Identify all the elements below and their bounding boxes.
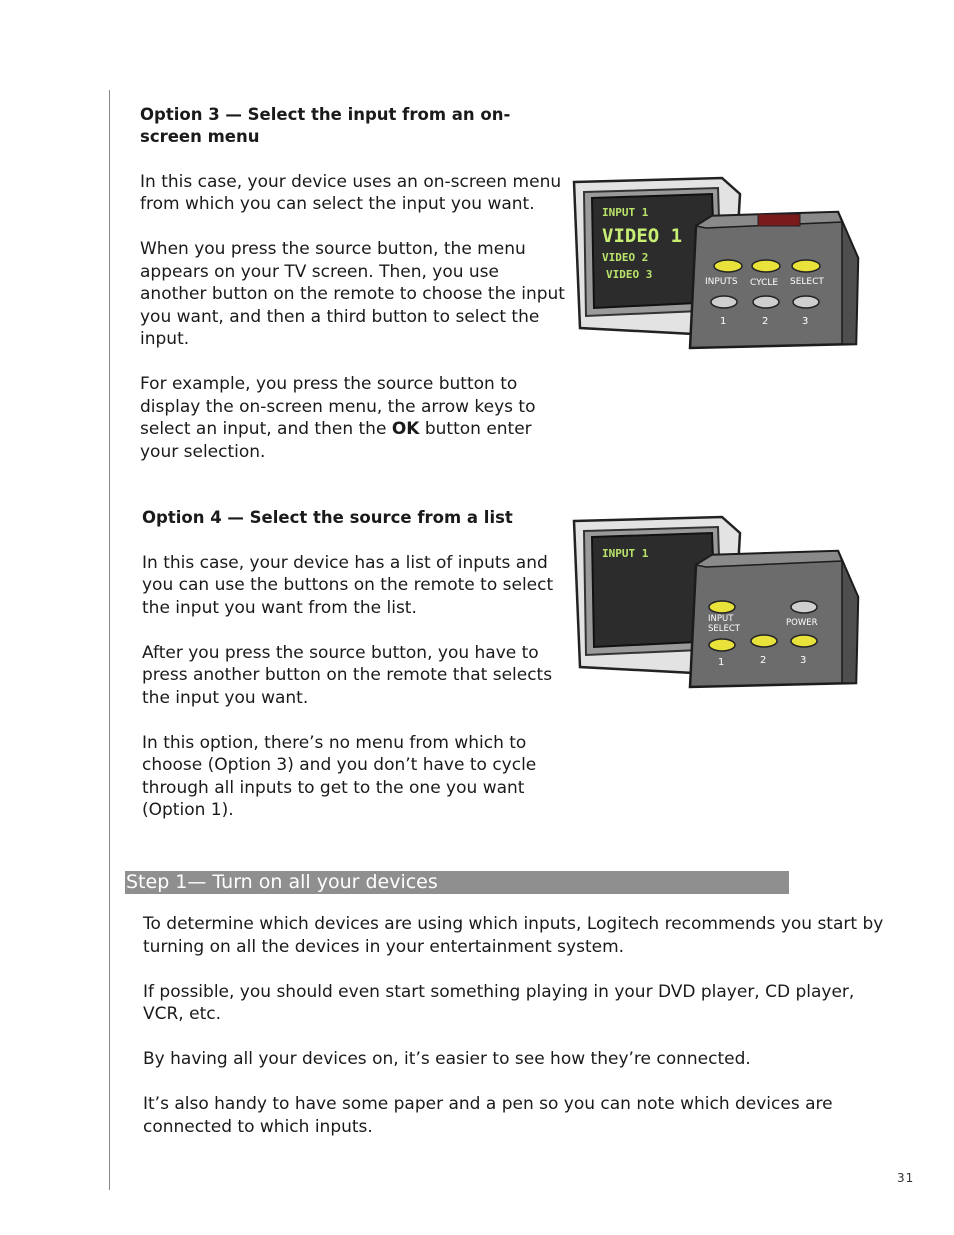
select-label: SELECT <box>790 277 824 287</box>
option4-heading: Option 4 — Select the source from a list <box>142 508 513 527</box>
option4-paragraph-2: After you press the source button, you have to press another button on the remote that selects the input you want. <box>142 642 553 708</box>
cycle-label: CYCLE <box>750 278 779 288</box>
input-label: INPUT <box>708 614 734 624</box>
screen-line-4: VIDEO 3 <box>606 268 653 281</box>
screen-line-1: INPUT 1 <box>602 206 649 219</box>
select-label: SELECT <box>708 624 740 634</box>
option3-paragraph-2: When you press the source button, the menu appears on your TV screen. Then, you use another button on the remote to choose the input you want, and then a third button to select the input. <box>140 239 565 349</box>
power-label: POWER <box>786 618 818 628</box>
option4-section <box>142 507 562 844</box>
option3-paragraph-3-end: button enter your selection. <box>140 419 532 462</box>
tv-remote-list-illustration <box>572 515 860 691</box>
page-number: 31 <box>897 1171 915 1185</box>
option3-heading: Option 3 — Select the input from an on-screen menu <box>140 105 511 146</box>
step1-heading-bar: Step 1— Turn on all your devices <box>125 871 789 894</box>
step1-paragraph-2: If possible, you should even start something playing in your DVD player, CD player, VCR, etc. <box>143 981 855 1024</box>
option3-paragraph-3 <box>140 373 565 463</box>
inputs-label: INPUTS <box>705 277 738 287</box>
option3-paragraph-1: In this case, your device uses an on-screen menu from which you can select the input you want. <box>140 171 562 214</box>
option4-paragraph-3: In this option, there’s no menu from which to choose (Option 3) and you don’t have to cycle through all inputs to get to the one you want (Option 1). <box>142 732 537 820</box>
option3-paragraph-3-start: For example, you press the source button to display the on-screen menu, the arrow keys to select an input, and then the <box>140 374 536 439</box>
option3-section <box>140 104 565 486</box>
option4-paragraph-1: In this case, your device has a list of inputs and you can use the buttons on the remote to select the input you want from the list. <box>142 552 554 618</box>
screen-line-2: VIDEO 1 <box>602 225 683 247</box>
step1-paragraph-1: To determine which devices are using which inputs, Logitech recommends you start by turning on all the devices in your entertainment system. <box>143 914 884 957</box>
number-label-2: 2 <box>760 655 767 666</box>
step1-paragraph-4: It’s also handy to have some paper and a pen so you can note which devices are connected to which inputs. <box>143 1094 833 1137</box>
number-label-1: 1 <box>718 657 725 668</box>
tv-remote-menu-illustration <box>572 176 860 352</box>
number-label-2: 2 <box>762 316 769 327</box>
ok-button-name: OK <box>391 419 420 439</box>
number-label-3: 3 <box>802 316 809 327</box>
step1-section <box>143 913 888 1161</box>
margin-rule <box>109 90 110 1190</box>
screen-line-3: VIDEO 2 <box>602 251 649 264</box>
step1-paragraph-3: By having all your devices on, it’s easier to see how they’re connected. <box>143 1049 751 1069</box>
screen-line-1: INPUT 1 <box>602 547 649 560</box>
number-label-3: 3 <box>800 655 807 666</box>
number-label-1: 1 <box>720 316 727 327</box>
